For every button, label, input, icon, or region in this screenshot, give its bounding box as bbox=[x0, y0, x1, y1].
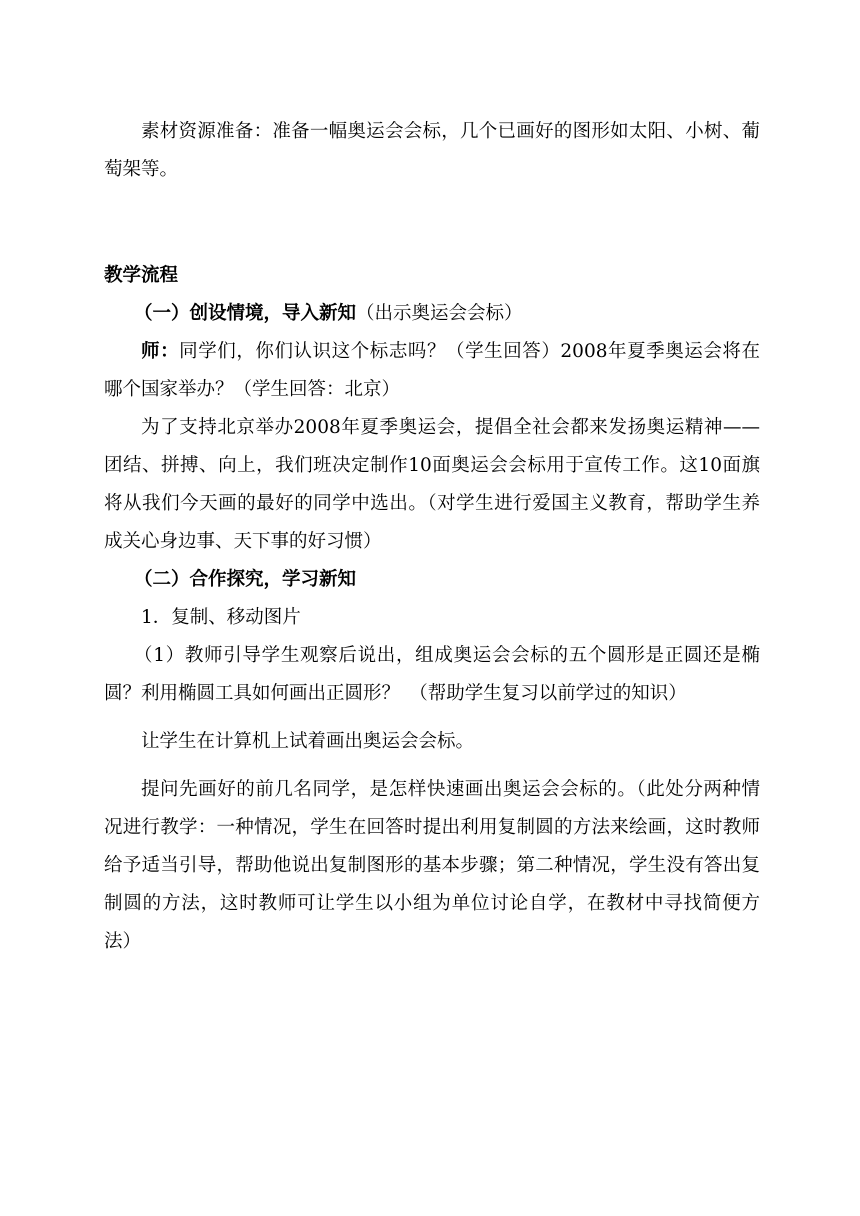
item1-heading: 1．复制、移动图片 bbox=[141, 607, 301, 628]
teaching-flow-heading bbox=[104, 257, 760, 295]
teaching-flow-heading-text: 教学流程 bbox=[104, 265, 179, 286]
teacher-label: 师： bbox=[141, 341, 180, 362]
section2-line bbox=[104, 561, 760, 599]
materials-paragraph: 素材资源准备：准备一幅奥运会会标，几个已画好的图形如太阳、小树、葡萄架等。 bbox=[104, 121, 760, 180]
teacher-paragraph bbox=[104, 333, 760, 409]
teacher-text: 同学们，你们认识这个标志吗？（学生回答）2008年夏季奥运会将在哪个国家举办？（学生回答：北京） bbox=[104, 341, 760, 400]
support-paragraph: 为了支持北京举办2008年夏季奥运会，提倡全社会都来发扬奥运精神——团结、拼搏、向上，我们班决定制作10面奥运会会标用于宣传工作。这10面旗将从我们今天画的最好的同学中选出。（对学生进行爱国主义教育，帮助学生养成关心身边事、天下事的好习惯） bbox=[104, 417, 760, 552]
item1-1-paragraph: （1）教师引导学生观察后说出，组成奥运会会标的五个圆形是正圆还是椭圆？利用椭圆工具如何画出正圆形？ （帮助学生复习以前学过的知识） bbox=[104, 645, 760, 704]
section1-line bbox=[104, 295, 760, 333]
question-paragraph: 提问先画好的前几名同学，是怎样快速画出奥运会会标的。（此处分两种情况进行教学：一种情况，学生在回答时提出利用复制圆的方法来绘画，这时教师给予适当引导，帮助他说出复制图形的基本步骤；第二种情况，学生没有答出复制圆的方法，这时教师可让学生以小组为单位讨论自学，在教材中寻找简便方法） bbox=[104, 779, 760, 952]
section1-note: （出示奥运会会标） bbox=[356, 303, 523, 324]
document-page bbox=[104, 113, 760, 961]
try-paragraph: 让学生在计算机上试着画出奥运会会标。 bbox=[141, 731, 475, 752]
section2-heading: （二）合作探究，学习新知 bbox=[134, 569, 357, 590]
section1-heading: （一）创设情境，导入新知 bbox=[134, 303, 357, 324]
